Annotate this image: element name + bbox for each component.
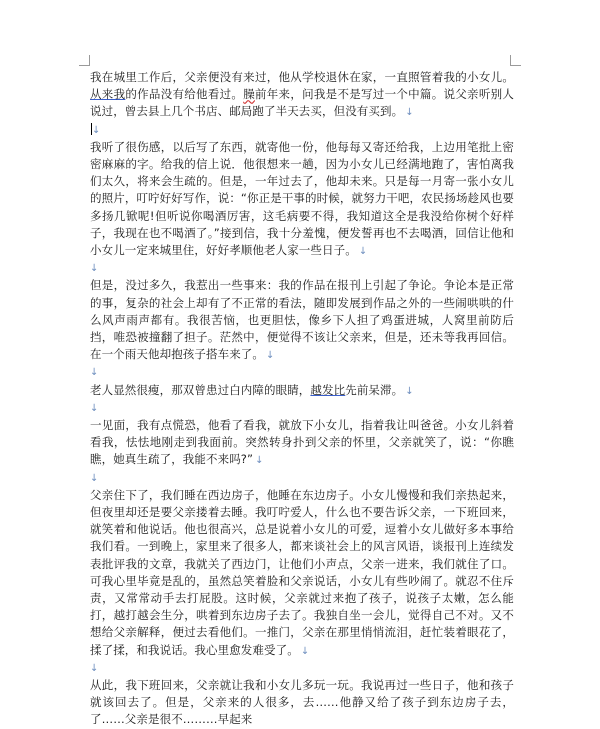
paragraph-mark-icon: ↓ (90, 472, 99, 484)
paragraph-mark-icon: ↓ (405, 385, 414, 397)
paragraph-1: 我在城里工作后，父亲便没有来过，他从学校退休在家，一直照管着我的小女儿。从来我的作品没有给他看过。臊前年来，问我是不是写过一个中篇。说父亲听别人说过，曾去县上几个书店、邮局跑了半天去买，但没有买到。 ↓ (90, 70, 515, 119)
paragraph-mark-icon: ↓ (358, 246, 368, 258)
margin-corner-mark-top-left (79, 55, 90, 66)
underlined-text: 越发比 (310, 382, 346, 397)
paragraph-6: 父亲住下了，我们睡在西边房子，他睡在东边房子。小女儿慢慢和我们亲热起来，但夜里却还是要父亲搂着去睡。我叮咛爱人，什么也不要告诉父亲，一下班回来，就笑着和他说话。他也很高兴，总是说着小女儿的可爱，逗着小女儿做好多本事给我们看。一到晚上，家里来了很多人，都来谈社会上的风言风语，谈报刊上连续发表批评我的文章，我就关了西边门，让他们小声点，父亲一进来，我们就住了口。可我心里毕竟是乱的，虽然总笑着脸和父亲说话，小女儿有些吵闹了。就忍不住斥责，又常常动手去打屁股。这时候，父亲就过来抱了孩子，说孩子太嫩，怎么能打，越打越会生分，哄着到东边房子去了。我独自坐一会儿，觉得自己不对。又不想给父亲解释，便过去看他们。一推门，父亲在那里悄悄流泪，赶忙装着眼花了，揉了揉，和我说话。我心里愈发难受了。 ↓ (90, 487, 514, 657)
paragraph-mark-icon: ↓ (90, 402, 99, 414)
paragraph-7: 从此，我下班回来，父亲就让我和小女儿多玩一玩。我说再过一些日子，他和孩子就该回去了。但是，父亲来的人很多，去……他静又给了孩子到东边房子去，了……父亲是很不………早起来 (90, 678, 514, 727)
paragraph-mark-icon: ↓ (405, 107, 414, 119)
spellcheck-text: 臊 (243, 87, 255, 102)
paragraph-mark-icon: ↓ (90, 367, 99, 379)
paragraph-mark-icon: ↓ (255, 455, 264, 467)
paragraph-mark-icon: ↓ (92, 124, 101, 136)
paragraph-mark-icon: ↓ (266, 350, 275, 362)
paragraph-mark-icon: ↓ (300, 645, 310, 657)
underlined-text: 从来我 (90, 87, 126, 102)
paragraph-5: 一见面，我有点慌恐，他看了看我，就放下小女儿，指着我让叫爸爸。小女儿斜着看我，怯怯地刚走到我面前。突然转身扑到父亲的怀里，父亲就笑了，说：“你瞧瞧，她真生疏了，我能不来吗?” ↓ (90, 418, 514, 467)
paragraph-mark-icon: ↓ (90, 662, 99, 674)
paragraph-3: 但是，没过多久，我惹出一些事来：我的作品在报刊上引起了争论。争论本是正常的事，复杂的社会上却有了不正常的看法，随即发展到作品之外的一些闹哄哄的什么风声雨声都有。我很苦恼，也更胆怯，像乡下人担了鸡蛋进城，人窝里前防后挡，唯恐被撞翻了担子。茫然中，便觉得不该让父亲来，但是，还未等我再回信。在一个雨天他却抱孩子搭车来了。 ↓ (90, 278, 514, 362)
paragraph-4: 老人显然很瘦，那双曾患过白内障的眼睛，越发比先前呆滞。 ↓ (90, 382, 414, 397)
document-body[interactable] (90, 69, 514, 729)
paragraph-2: 我听了很伤感，以后写了东西，就寄他一份，他每每又寄还给我，上边用笔批上密密麻麻的字。给我的信上说．他很想来一趟，因为小女儿已经满地跑了，害怕离我们太久，将来会生疏的。但是，一年过去了，他却未来。只是每一月寄一张小女儿的照片，叮咛好好写作，说：“你正是干事的时候，就努力干吧，农民扬场趁风也要多扬几锨呢!但听说你喝酒厉害，这毛病要不得，我知道这全是我没给你树个好样子，我现在也不喝酒了。”接到信，我十分羞愧，便发誓再也不去喝酒，回信让他和小女儿一定来城里住，好好孝顺他老人家一些日子。 ↓ (90, 139, 514, 258)
margin-corner-mark-top-right (510, 55, 521, 66)
paragraph-mark-icon: ↓ (90, 263, 99, 275)
